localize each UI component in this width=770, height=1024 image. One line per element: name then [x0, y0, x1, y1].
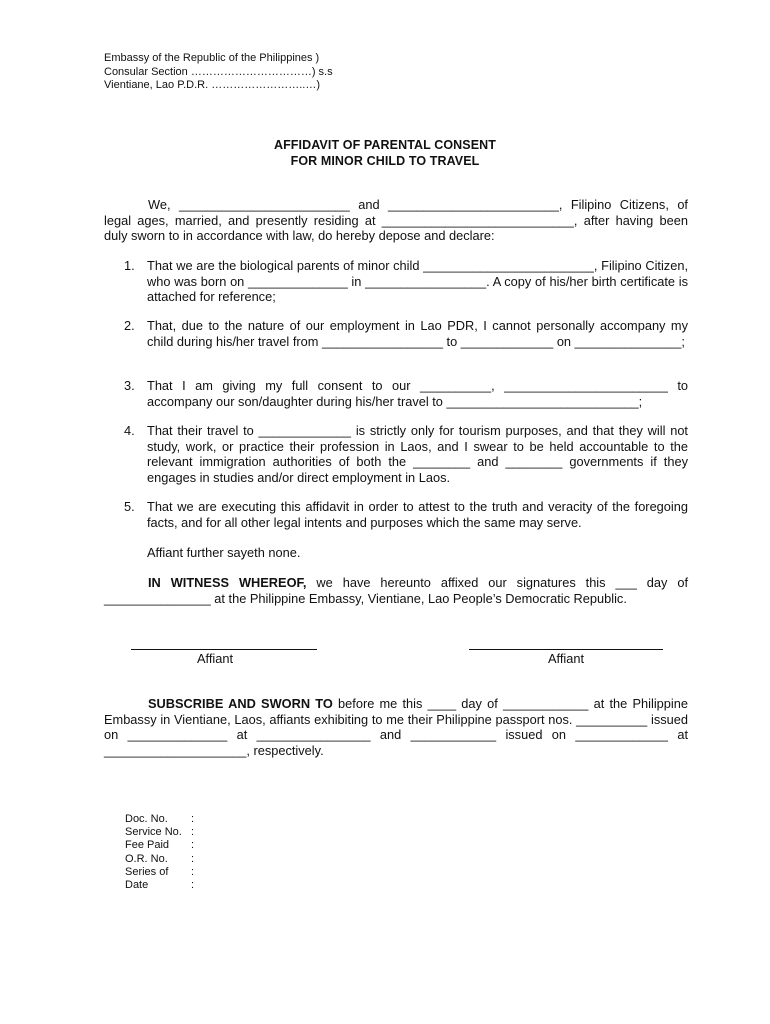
left-signature-line [131, 649, 317, 650]
clause-2 [124, 318, 688, 349]
notary-separator: : [191, 865, 195, 878]
clause-1 [124, 258, 688, 305]
right-affiant-label: Affiant [547, 651, 585, 666]
witness-text: we have hereunto affixed our signatures this ___ day of _______________ at the Philippine Embassy, Vientiane, Lao People’s Democratic Republic. [104, 575, 688, 606]
notary-row [125, 839, 194, 852]
notary-row [125, 813, 194, 826]
sworn-heading: SUBSCRIBE AND SWORN TO [148, 696, 333, 711]
clause-text: That I am giving my full consent to our __________, _______________________ to accompany our son/daughter during his/her travel to ___________________________; [147, 378, 688, 409]
notary-label: Service No. [125, 826, 182, 839]
title-line-1: AFFIDAVIT OF PARENTAL CONSENT [273, 138, 497, 152]
witness-heading: IN WITNESS WHEREOF, [148, 575, 307, 590]
notary-separator: : [191, 826, 195, 839]
clause-number: 3. [124, 378, 135, 393]
clause-number: 2. [124, 318, 135, 333]
notary-label: Date [125, 879, 149, 892]
clause-3 [124, 378, 688, 409]
clause-text: That we are executing this affidavit in order to attest to the truth and veracity of the foregoing facts, and for all other legal intents and purposes which the same may serve. [147, 499, 688, 530]
notary-separator: : [191, 839, 195, 852]
notary-row [125, 879, 194, 892]
clause-number: 1. [124, 258, 135, 273]
notary-separator: : [191, 879, 195, 892]
header-line-vientiane: Vientiane, Lao P.D.R. ……………………..…) [104, 79, 320, 91]
notary-row [125, 866, 194, 879]
intro-paragraph: We, ________________________ and ________________________, Filipino Citizens, of legal ages, married, and presently residing at ___________________________, after having been duly sworn to in accordance with law, do hereby depose and declare: [104, 197, 688, 243]
right-signature-line [469, 649, 663, 650]
notary-label: Series of [125, 865, 169, 878]
notary-label: Doc. No. [125, 813, 168, 825]
clause-number: 4. [124, 423, 135, 438]
left-affiant-label: Affiant [196, 651, 234, 666]
sworn-paragraph [104, 696, 688, 758]
clause-5 [124, 499, 688, 530]
clause-text: That we are the biological parents of minor child ________________________, Filipino Citizen, who was born on ______________ in _________________. A copy of his/her birth certificate is attached for reference; [147, 258, 688, 304]
notary-label: Fee Paid [125, 839, 170, 852]
title-line-2: FOR MINOR CHILD TO TRAVEL [290, 153, 480, 168]
header-line-consular: Consular Section ……………………………) s.s [104, 65, 333, 78]
notary-row [125, 853, 194, 866]
clause-text: That, due to the nature of our employment in Lao PDR, I cannot personally accompany my child during his/her travel from _________________ to _____________ on _______________; [147, 318, 688, 349]
notary-row [125, 826, 194, 839]
header-line-embassy: Embassy of the Republic of the Philippines ) [104, 52, 320, 64]
notary-separator: : [191, 852, 195, 865]
document-title [0, 138, 770, 169]
witness-paragraph [104, 575, 688, 606]
clause-text: That their travel to _____________ is strictly only for tourism purposes, and that they will not study, work, or practice their profession in Laos, and I swear to be held accountable to the relevant immigration authorities of both the ________ and ________ governments if they engages in studies and/or direct employment in Laos. [147, 423, 688, 485]
sworn-text: before me this ____ day of ____________ at the Philippine Embassy in Vientiane, Laos, affiants exhibiting to me their Philippine passport nos. __________ issued on ______________ at ________________ and ____________ issued on _____________ at ____________________, respectively. [104, 696, 688, 758]
notarial-details [125, 813, 194, 892]
clause-number: 5. [124, 499, 135, 514]
clause-4 [124, 423, 688, 485]
notary-label: O.R. No. [125, 852, 168, 865]
further-sayeth: Affiant further sayeth none. [147, 545, 301, 560]
venue-header [104, 52, 333, 93]
notary-separator: : [191, 813, 195, 825]
